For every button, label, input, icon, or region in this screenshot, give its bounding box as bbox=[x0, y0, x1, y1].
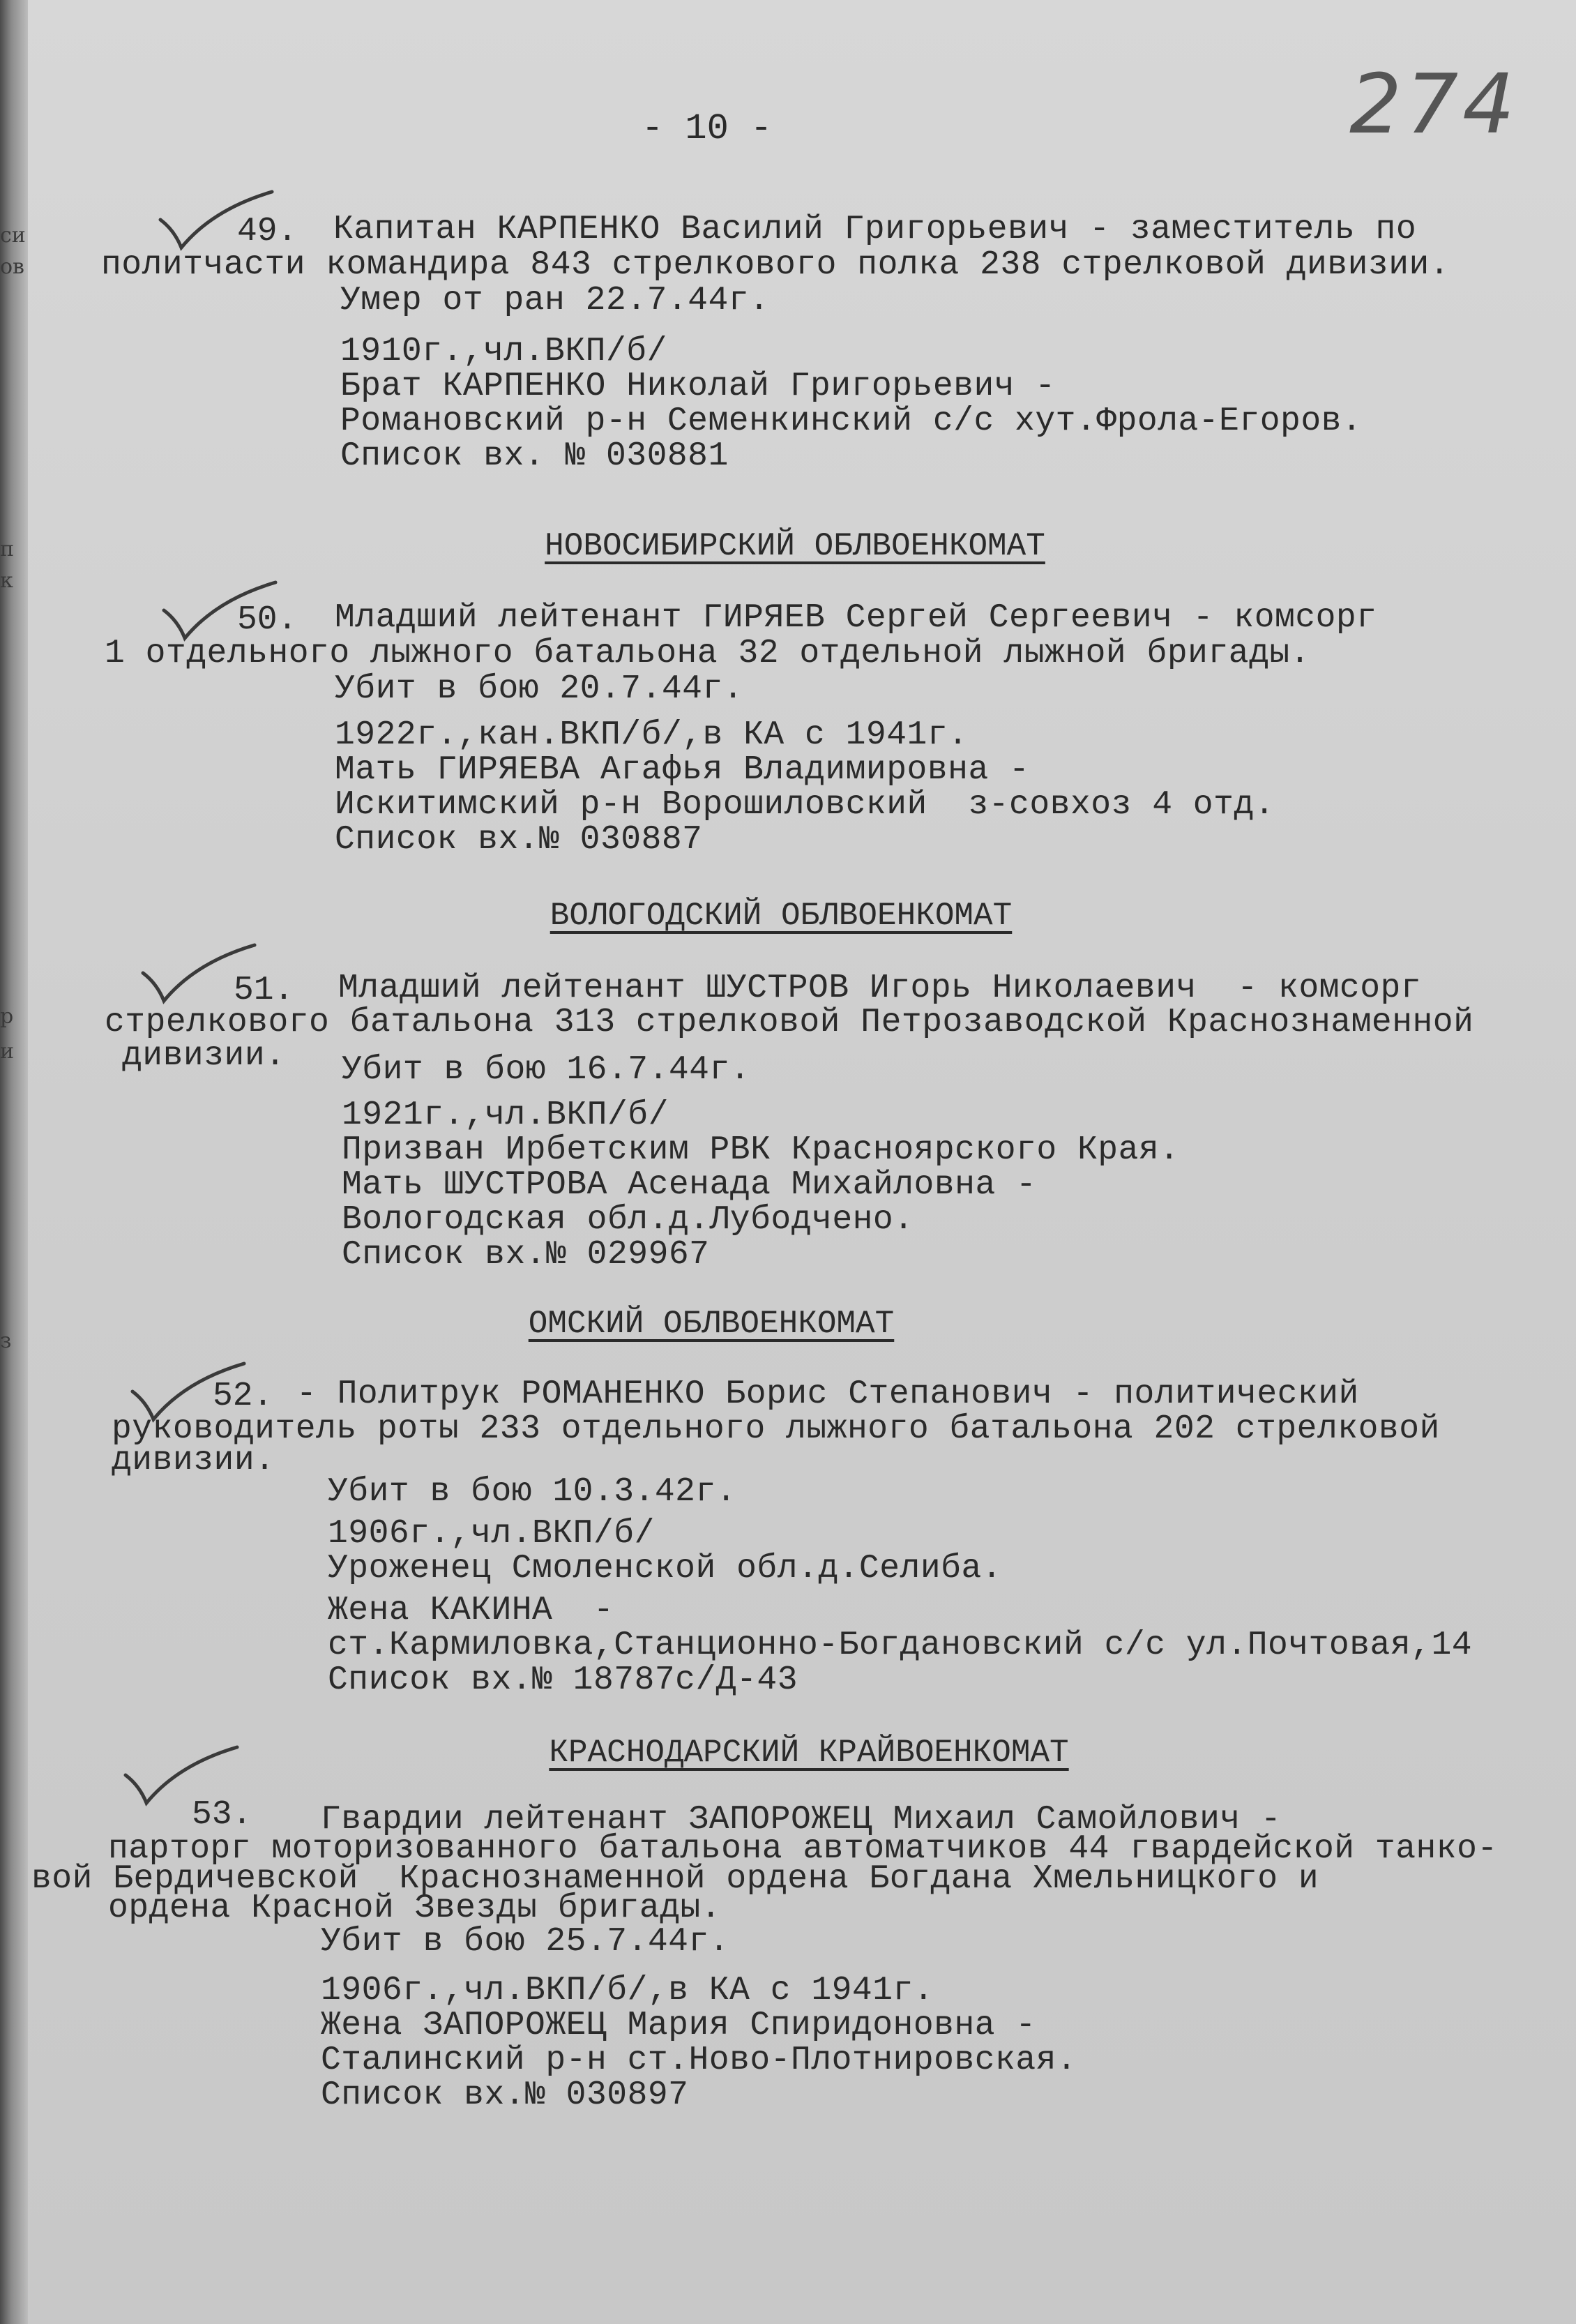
entry-line: Убит в бою 10.3.42г. bbox=[328, 1473, 737, 1511]
entry-line: политчасти командира 843 стрелкового полка 238 стрелковой дивизии. bbox=[101, 246, 1450, 284]
entry-line: 1906г.,чл.ВКП/б/,в КА с 1941г. bbox=[321, 1972, 934, 2009]
entry-line: Гвардии лейтенант ЗАПОРОЖЕЦ Михаил Самойлович - bbox=[321, 1801, 1282, 1839]
entry-line: Список вх. № 030881 bbox=[340, 437, 729, 475]
entry-line: Жена ЗАПОРОЖЕЦ Мария Спиридоновна - bbox=[321, 2007, 1036, 2044]
entry-line: ст.Кармиловка,Станционно-Богдановский с/с ул.Почтовая,14 bbox=[328, 1627, 1473, 1664]
entry-line: Призван Ирбетским РВК Красноярского Края. bbox=[342, 1131, 1180, 1169]
entry-line: Список вх.№ 18787с/Д-43 bbox=[328, 1661, 798, 1699]
entry-line: дивизии. bbox=[122, 1037, 286, 1075]
entry-line: Мать ШУСТРОВА Асенада Михайловна - bbox=[342, 1166, 1037, 1204]
entry-line: Искитимский р-н Ворошиловский з-совхоз 4 отд. bbox=[335, 786, 1275, 824]
entry-line: вой Бердичевской Краснознаменной ордена Богдана Хмельницкого и bbox=[31, 1860, 1319, 1898]
entry-number: 52. bbox=[213, 1378, 273, 1415]
entry-line: 1906г.,чл.ВКП/б/ bbox=[328, 1515, 655, 1553]
entry-line: Вологодская обл.д.Лубодчено. bbox=[342, 1201, 914, 1239]
entry-number: 50. bbox=[237, 601, 298, 639]
margin-fragment: к bbox=[0, 568, 13, 593]
entry-line: Список вх.№ 030887 bbox=[335, 821, 703, 859]
margin-fragment: з bbox=[0, 1329, 12, 1353]
entry-line: Сталинский р-н ст.Ново-Плотнировская. bbox=[321, 2042, 1077, 2079]
archive-sheet-number: 274 bbox=[1349, 56, 1520, 152]
entry-line: Брат КАРПЕНКО Николай Григорьевич - bbox=[340, 368, 1056, 405]
section-heading: ВОЛОГОДСКИЙ ОБЛВОЕНКОМАТ bbox=[550, 898, 1013, 934]
entry-line: Убит в бою 25.7.44г. bbox=[321, 1923, 730, 1961]
margin-fragment: р bbox=[0, 1004, 14, 1029]
entry-line: 1921г.,чл.ВКП/б/ bbox=[342, 1096, 669, 1134]
page-binding-edge bbox=[0, 0, 28, 2324]
section-heading: КРАСНОДАРСКИЙ КРАЙВОЕНКОМАТ bbox=[549, 1735, 1069, 1771]
entry-line: стрелкового батальона 313 стрелковой Петрозаводской Краснознаменной bbox=[105, 1004, 1474, 1041]
entry-line: - Политрук РОМАНЕНКО Борис Степанович - политический bbox=[296, 1375, 1359, 1413]
entry-number: 49. bbox=[237, 213, 298, 250]
section-heading: ОМСКИЙ ОБЛВОЕНКОМАТ bbox=[528, 1306, 895, 1342]
entry-line: руководитель роты 233 отдельного лыжного батальона 202 стрелковой bbox=[112, 1410, 1440, 1448]
entry-line: Убит в бою 16.7.44г. bbox=[342, 1051, 751, 1089]
entry-line: дивизии. bbox=[112, 1442, 275, 1479]
margin-fragment: и bbox=[0, 1039, 14, 1064]
margin-fragment: ов bbox=[0, 255, 24, 279]
entry-line: Мать ГИРЯЕВА Агафья Владимировна - bbox=[335, 751, 1030, 789]
entry-line: Список вх.№ 029967 bbox=[342, 1236, 710, 1274]
entry-line: 1922г.,кан.ВКП/б/,в КА с 1941г. bbox=[335, 716, 969, 754]
entry-number: 51. bbox=[234, 972, 294, 1009]
entry-line: ордена Красной Звезды бригады. bbox=[108, 1889, 722, 1927]
entry-line: Младший лейтенант ШУСТРОВ Игорь Николаевич - комсорг bbox=[338, 969, 1422, 1007]
margin-fragment: п bbox=[0, 537, 14, 561]
entry-line: Список вх.№ 030897 bbox=[321, 2076, 689, 2114]
entry-line: Убит в бою 20.7.44г. bbox=[335, 670, 744, 708]
margin-fragment: си bbox=[0, 223, 26, 248]
entry-line: 1 отдельного лыжного батальона 32 отдельной лыжной бригады. bbox=[105, 635, 1310, 672]
page-number: - 10 - bbox=[642, 108, 773, 149]
entry-line: Романовский р-н Семенкинский с/с хут.Фрола-Егоров. bbox=[340, 402, 1363, 440]
entry-line: Капитан КАРПЕНКО Василий Григорьевич - заместитель по bbox=[333, 211, 1417, 248]
entry-line: Младший лейтенант ГИРЯЕВ Сергей Сергеевич - комсорг bbox=[335, 599, 1377, 637]
entry-line: 1910г.,чл.ВКП/б/ bbox=[340, 333, 667, 370]
entry-line: Умер от ран 22.7.44г. bbox=[340, 282, 770, 319]
entry-line: парторг моторизованного батальона автоматчиков 44 гвардейской танко- bbox=[108, 1830, 1498, 1868]
entry-number: 53. bbox=[192, 1796, 252, 1834]
section-heading: НОВОСИБИРСКИЙ ОБЛВОЕНКОМАТ bbox=[545, 528, 1045, 564]
entry-line: Жена КАКИНА - bbox=[328, 1592, 614, 1629]
entry-line: Уроженец Смоленской обл.д.Селиба. bbox=[328, 1550, 1003, 1587]
